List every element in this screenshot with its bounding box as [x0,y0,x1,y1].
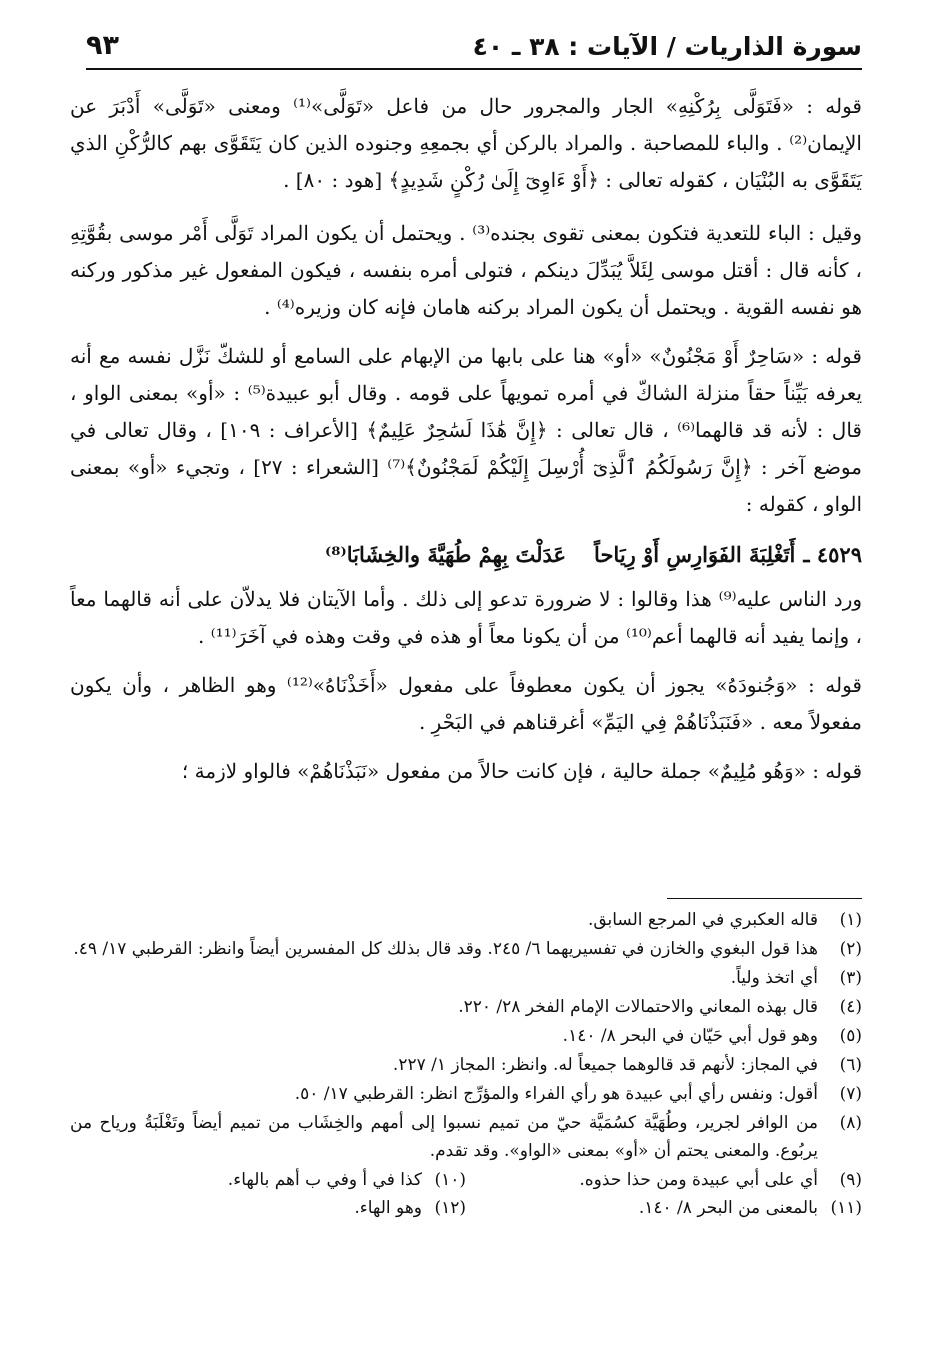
footnote-text: قاله العكبري في المرجع السابق. [587,910,818,930]
footnote-text: أي اتخذ ولياً. [730,968,818,988]
footnote-separator [667,898,862,899]
footnotes [70,906,862,1222]
running-header [86,28,862,70]
footnote-text: وهو الهاء. [354,1198,422,1218]
footnote-text: كذا في أ وفي ب أهم بالهاء. [227,1170,422,1190]
paragraph-3: قوله : «سَاحِرٌ أَوْ مَجْنُونٌ» «أو» هنا على بابها من الإبهام على السامع أو للشكّ نَزَّل نفسه مع أنه يعرفه بَيِّناً حقاً منزلة الشاكّ في أمره تمويهاً على قومه . وقال أبو عبيدة⁽⁵⁾ : «أو» بمعنى الواو ، قال : لأنه قد قالهما⁽⁶⁾ ، قال تعالى : ﴿إِنَّ هَٰذَا لَسَٰحِرٌ عَلِيمٌ﴾ [الأعراف : ١٠٩] ، وقال تعالى في موضع آخر : ﴿إِنَّ رَسُولَكُمُ ٱلَّذِىٓ أُرْسِلَ إِلَيْكُمْ لَمَجْنُونٌ﴾⁽⁷⁾ [الشعراء : ٢٧] ، وتجيء «أو» بمعنى الواو ، كقوله : [70,344,863,516]
paragraph-1: قوله : «فَتَوَلَّى بِرُكْنِهِ» الجار والمجرور حال من فاعل «تَوَلَّى»⁽¹⁾ ومعنى «تَوَلَّى» أَدْبَرَ عن الإيمان⁽²⁾ . والباء للمصاحبة . والمراد بالركن أي بجمعِهِ وجنوده الذين كان يَتَقَوَّى بهم كالرُّكْنِ الذي يَتَقَوَّى به البُنْيَان ، كقوله تعالى : ﴿أَوْ ءَاوِىٓ إِلَىٰ رُكْنٍ شَدِيدٍ﴾ [هود : ٨٠] . [70,94,862,192]
footnote-text: أقول: ونفس رأي أبي عبيدة هو رأي الفراء والمؤرِّج انظر: القرطبي ١٧/ ٥٠. [294,1084,818,1104]
footnote-text: هذا قول البغوي والخازن في تفسيريهما ٦/ ٢٤٥. وقد قال بذلك كل المفسرين أيضاً وانظر: القرطبي ١٧/ ٤٩. [73,939,818,959]
footnote-number: (٦) [839,1055,862,1075]
paragraph-2: وقيل : الباء للتعدية فتكون بمعنى تقوى بجنده⁽³⁾ . ويحتمل أن يكون المراد تَوَلَّى أَمْر موسى بقُوَّتِهِ ، كأنه قال : أقتل موسى لِئَلاَّ يُبَدِّلَ دينكم ، فتولى أمره بنفسه ، فيكون المفعول غير مذكور وركنه هو نفسه القوية . ويحتمل أن يكون المراد بركنه هامان فإنه كان وزيره⁽⁴⁾ . [70,221,862,319]
paragraph-6: قوله : «وَهُو مُلِيمٌ» جملة حالية ، فإن كانت حالاً من مفعول «نَبَذْنَاهُمْ» فالواو لازمة ؛ [181,759,862,783]
footnote-pair [70,1194,862,1222]
footnote-number: (٣) [839,968,862,988]
footnote-number: (١) [839,910,862,930]
footnote [466,1194,862,1222]
footnote-number: (٨) [839,1113,862,1133]
verse-number: ٤٥٢٩ ـ [803,542,862,567]
footnote-number: (٩) [839,1170,862,1190]
footnote [70,1109,862,1165]
footnote [70,1166,466,1194]
footnote [70,906,862,934]
verse-hemistich-1: أَتَغْلِبَةَ الفَوَارِسِ أَوْ رِيَاحاً [594,542,796,567]
footnote-text: قال بهذه المعاني والاحتمالات الإمام الفخر ٢٨/ ٢٢٠. [458,997,818,1017]
footnote-number: (٥) [839,1026,862,1046]
footnote [70,1194,466,1222]
paragraph-5: قوله : «وَجُنودَهُ» يجوز أن يكون معطوفاً على مفعول «أَخَذْنَاهُ»⁽¹²⁾ وهو الظاهر ، وأن يكون مفعولاً معه . «فَنَبَذْنَاهُمْ فِي اليَمِّ» أغرقناهم في البَحْرِ . [70,673,862,734]
footnote-text: أي على أبي عبيدة ومن حذا حذوه. [579,1170,818,1190]
header-title: سورة الذاريات / الآيات : ٣٨ ـ ٤٠ [472,32,862,61]
poetry-verse [70,535,862,575]
footnote-text: من الوافر لجرير، وطُهَيَّة كسُمَيَّة حيّ من تميم نسبوا إلى أمهم والخِشَاب من تميم أيضاً وتَغْلَبَةُ ورياح من يربُوع. والمعنى يحتم أن «أو» بمعنى «الواو». وقد تقدم. [70,1113,818,1161]
footnote [466,1166,862,1194]
main-text [70,88,862,802]
page-number: ٩٣ [86,30,119,61]
footnote-number: (١٢) [434,1198,466,1218]
footnote-number: (٤) [839,997,862,1017]
footnote-pair [70,1166,862,1194]
footnote-number: (١٠) [434,1170,466,1190]
footnote [70,1022,862,1050]
footnote [70,935,862,963]
footnote-text: وهو قول أبي حَيّان في البحر ٨/ ١٤٠. [562,1026,818,1046]
footnote [70,1051,862,1079]
footnote-text: بالمعنى من البحر ٨/ ١٤٠. [638,1198,818,1218]
footnote [70,964,862,992]
footnote-number: (٧) [839,1084,862,1104]
footnote-text: في المجاز: لأنهم قد قالوهما جميعاً له. وانظر: المجاز ١/ ٢٢٧. [392,1055,818,1075]
paragraph-4: ورد الناس عليه⁽⁹⁾ هذا وقالوا : لا ضرورة تدعو إلى ذلك . وأما الآيتان فلا يدلاّن على أنه قالهما معاً ، وإنما يفيد أنه قالهما أعم⁽¹⁰⁾ من أن يكونا معاً أو هذه في وقت وهذه في آخَرَ⁽¹¹⁾ . [70,587,863,648]
verse-hemistich-2: عَدَلْتَ بِهِمْ طُهَيَّةَ والخِشَابَا⁽⁸⁾ [325,542,567,567]
footnote [70,993,862,1021]
footnote [70,1080,862,1108]
footnote-number: (١١) [830,1198,862,1218]
footnote-number: (٢) [839,939,862,959]
